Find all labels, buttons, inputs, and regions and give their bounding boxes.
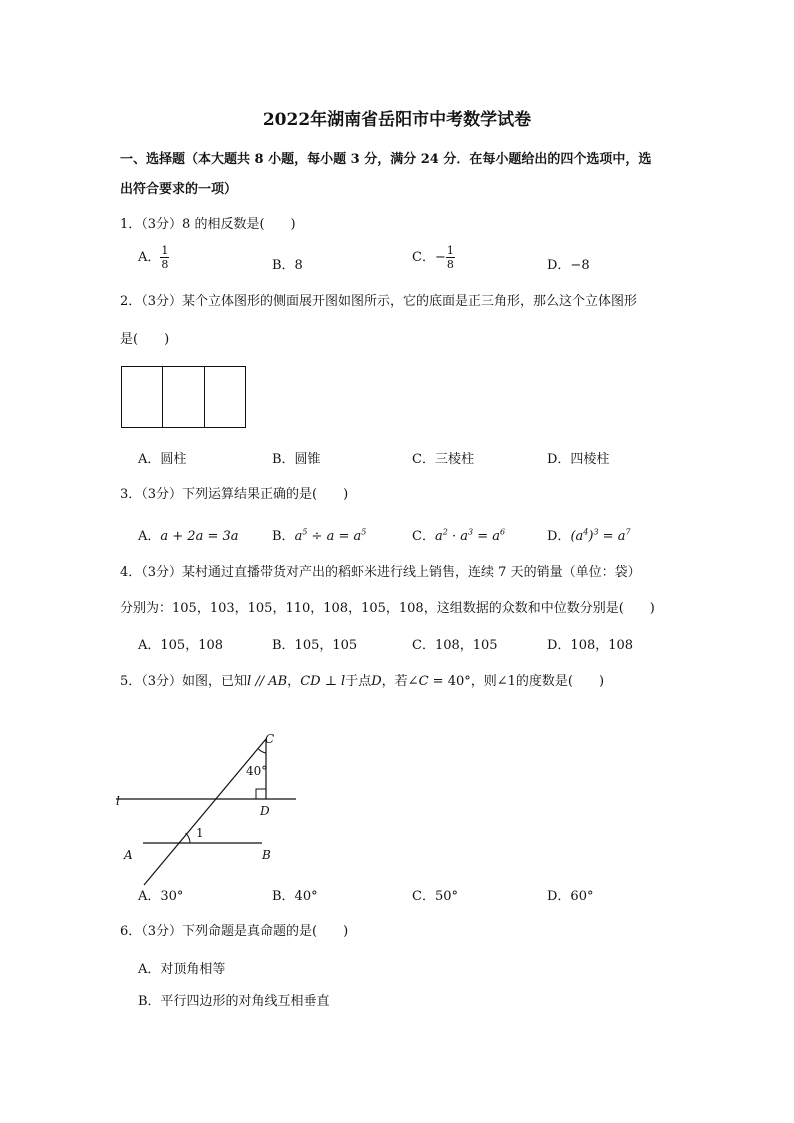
q2-stem: 2．（3分）某个立体图形的侧面展开图如图所示，它的底面是正三角形，那么这个立体图形 [120, 294, 638, 309]
q5-option-d: D．60° [547, 889, 594, 904]
q1-option-c: C．− $\frac{1}{8}$ [412, 244, 454, 271]
geometry-figure [110, 725, 310, 885]
section-heading-cont: 出符合要求的一项） [120, 182, 238, 197]
fraction: $\frac{1}{8}$ [446, 244, 454, 271]
label-1: 1 [196, 826, 204, 840]
q3-option-c: C．$a^2 \cdot a^3 = a^6$ [412, 527, 506, 544]
q6-option-a: A．对顶角相等 [138, 962, 226, 977]
q3-option-a: A．a + 2a = 3a [138, 529, 239, 544]
label-40: 40° [246, 764, 268, 778]
right-angle-mark [256, 789, 266, 799]
section-heading: 一、选择题（本大题共 8 小题，每小题 3 分，满分 24 分．在每小题给出的四个选项中，选 [120, 152, 652, 167]
q5-stem: 5．（3分）如图，已知l // AB，CD ⊥ l于点D，若∠C = 40°，则∠1的度数是( ) [120, 674, 605, 689]
q2-stem-cont: 是( ) [120, 332, 170, 347]
label-a: A [124, 848, 133, 862]
q6-stem: 6．（3分）下列命题是真命题的是( ) [120, 924, 349, 939]
q2-option-d: D．四棱柱 [547, 452, 610, 467]
transversal [144, 739, 266, 885]
q5-option-b: B．40° [272, 889, 318, 904]
q1-option-b: B．8 [272, 258, 303, 273]
label-l: l [116, 794, 120, 808]
q1-option-a: A． $\frac{1}{8}$ [138, 244, 169, 271]
q4-stem: 4．（3分）某村通过直播带货对产出的稻虾米进行线上销售，连续 7 天的销量（单位：袋） [120, 565, 641, 580]
q3-option-d: D．$(a^4)^3 = a^7$ [547, 527, 631, 544]
q6-option-b: B．平行四边形的对角线互相垂直 [138, 994, 330, 1009]
q2-option-c: C．三棱柱 [412, 452, 474, 467]
q1-stem: 1．（3分）8 的相反数是( ) [120, 217, 296, 232]
q4-option-c: C．108，105 [412, 638, 498, 653]
q3-stem: 3．（3分）下列运算结果正确的是( ) [120, 487, 349, 502]
fraction: $\frac{1}{8}$ [161, 244, 169, 271]
angle-arc-c [259, 749, 267, 753]
q5-option-a: A．30° [138, 889, 184, 904]
q2-option-b: B．圆锥 [272, 452, 321, 467]
q3-option-b: B．$a^5 \div a = a^5$ [272, 527, 367, 544]
q4-option-b: B．105，105 [272, 638, 358, 653]
label-d: D [260, 804, 270, 818]
label-c: C [265, 732, 275, 746]
q4-stem-cont: 分别为：105，103，105，110，108，105，108，这组数据的众数和中位数分别是( ) [120, 601, 655, 616]
label-b: B [262, 848, 271, 862]
page-title: 2022年湖南省岳阳市中考数学试卷 [262, 110, 532, 130]
q4-option-a: A．105，108 [138, 638, 224, 653]
q5-option-c: C．50° [412, 889, 458, 904]
q4-option-d: D．108，108 [547, 638, 634, 653]
net-figure [121, 366, 247, 429]
q2-option-a: A．圆柱 [138, 452, 187, 467]
q1-option-d: D．−8 [547, 258, 590, 273]
